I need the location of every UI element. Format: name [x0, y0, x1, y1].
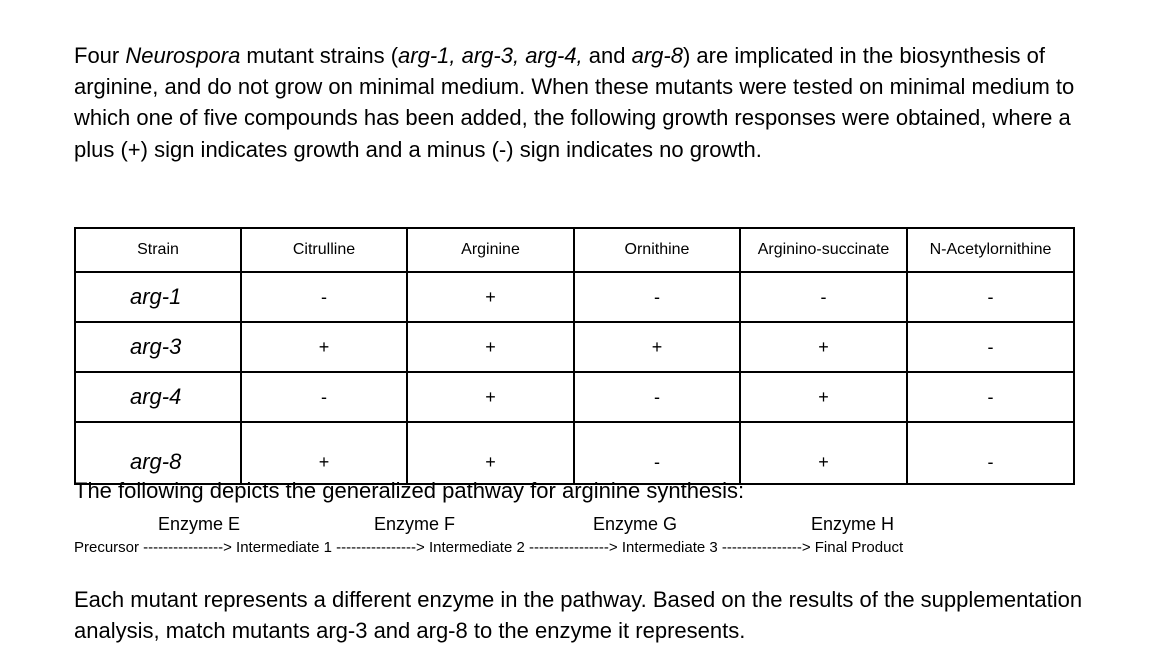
growth-cell: - [574, 422, 740, 484]
table-header-row [75, 228, 1074, 272]
question-paragraph: Each mutant represents a different enzyme in the pathway. Based on the results of the supplementation analysis, match mutants arg-3 and arg-8 to the enzyme it represents. [74, 587, 1083, 644]
growth-cell: + [407, 322, 574, 372]
growth-cell: + [241, 322, 407, 372]
growth-cell: + [574, 322, 740, 372]
growth-cell: - [907, 322, 1074, 372]
strain-cell: arg-4 [75, 372, 241, 422]
organism-name: Neurospora [125, 43, 241, 68]
growth-cell: + [407, 272, 574, 322]
growth-cell: - [241, 272, 407, 322]
strain-cell: arg-8 [75, 422, 241, 484]
growth-cell: + [407, 422, 574, 484]
intro-text: mutant strains ( [240, 43, 399, 68]
table-row [75, 272, 1074, 322]
growth-cell: + [740, 422, 907, 484]
header-strain: Strain [75, 228, 241, 272]
growth-cell: + [407, 372, 574, 422]
strain-name: arg-8 [631, 43, 683, 68]
enzyme-e-label: Enzyme E [158, 514, 241, 534]
intro-text: ) are implicated in the biosynthesis of arginine, and do not grow on minimal medium. When these mutants were tested on minimal medium to which one of five compounds has been added, the following growth responses were obtained, where a plus (+) sign indicates growth and a minus (-) sign indicates no growth. [74, 43, 1075, 162]
header-arginine: Arginine [407, 228, 574, 272]
pathway-intro: The following depicts the generalized pathway for arginine synthesis: [74, 478, 745, 503]
growth-response-table [74, 227, 1075, 485]
growth-cell: - [574, 272, 740, 322]
header-citrulline: Citrulline [241, 228, 407, 272]
header-argininosuccinate: Arginino-succinate [740, 228, 907, 272]
enzyme-h-label: Enzyme H [811, 514, 895, 534]
growth-cell: + [740, 322, 907, 372]
intro-paragraph [74, 40, 1084, 165]
header-n-acetylornithine: N-Acetylornithine [907, 228, 1074, 272]
intro-text: Four [74, 43, 126, 68]
table-row [75, 322, 1074, 372]
enzyme-f-label: Enzyme F [374, 514, 456, 534]
growth-cell: - [907, 422, 1074, 484]
growth-cell: + [740, 372, 907, 422]
table-row [75, 372, 1074, 422]
growth-cell: - [907, 372, 1074, 422]
growth-cell: - [907, 272, 1074, 322]
strain-cell: arg-1 [75, 272, 241, 322]
growth-cell: - [574, 372, 740, 422]
table-row [75, 422, 1074, 484]
intro-text: and [582, 43, 632, 68]
growth-cell: - [241, 372, 407, 422]
strain-cell: arg-3 [75, 322, 241, 372]
enzyme-g-label: Enzyme G [593, 514, 678, 534]
header-ornithine: Ornithine [574, 228, 740, 272]
growth-cell: - [740, 272, 907, 322]
strain-list: arg-1, arg-3, arg-4, [398, 43, 583, 68]
pathway-sequence: Precursor ----------------> Intermediate 1 ----------------> Intermediate 2 ----------------> Intermediate 3 ----------------> Final Product [74, 539, 904, 556]
growth-cell: + [241, 422, 407, 484]
